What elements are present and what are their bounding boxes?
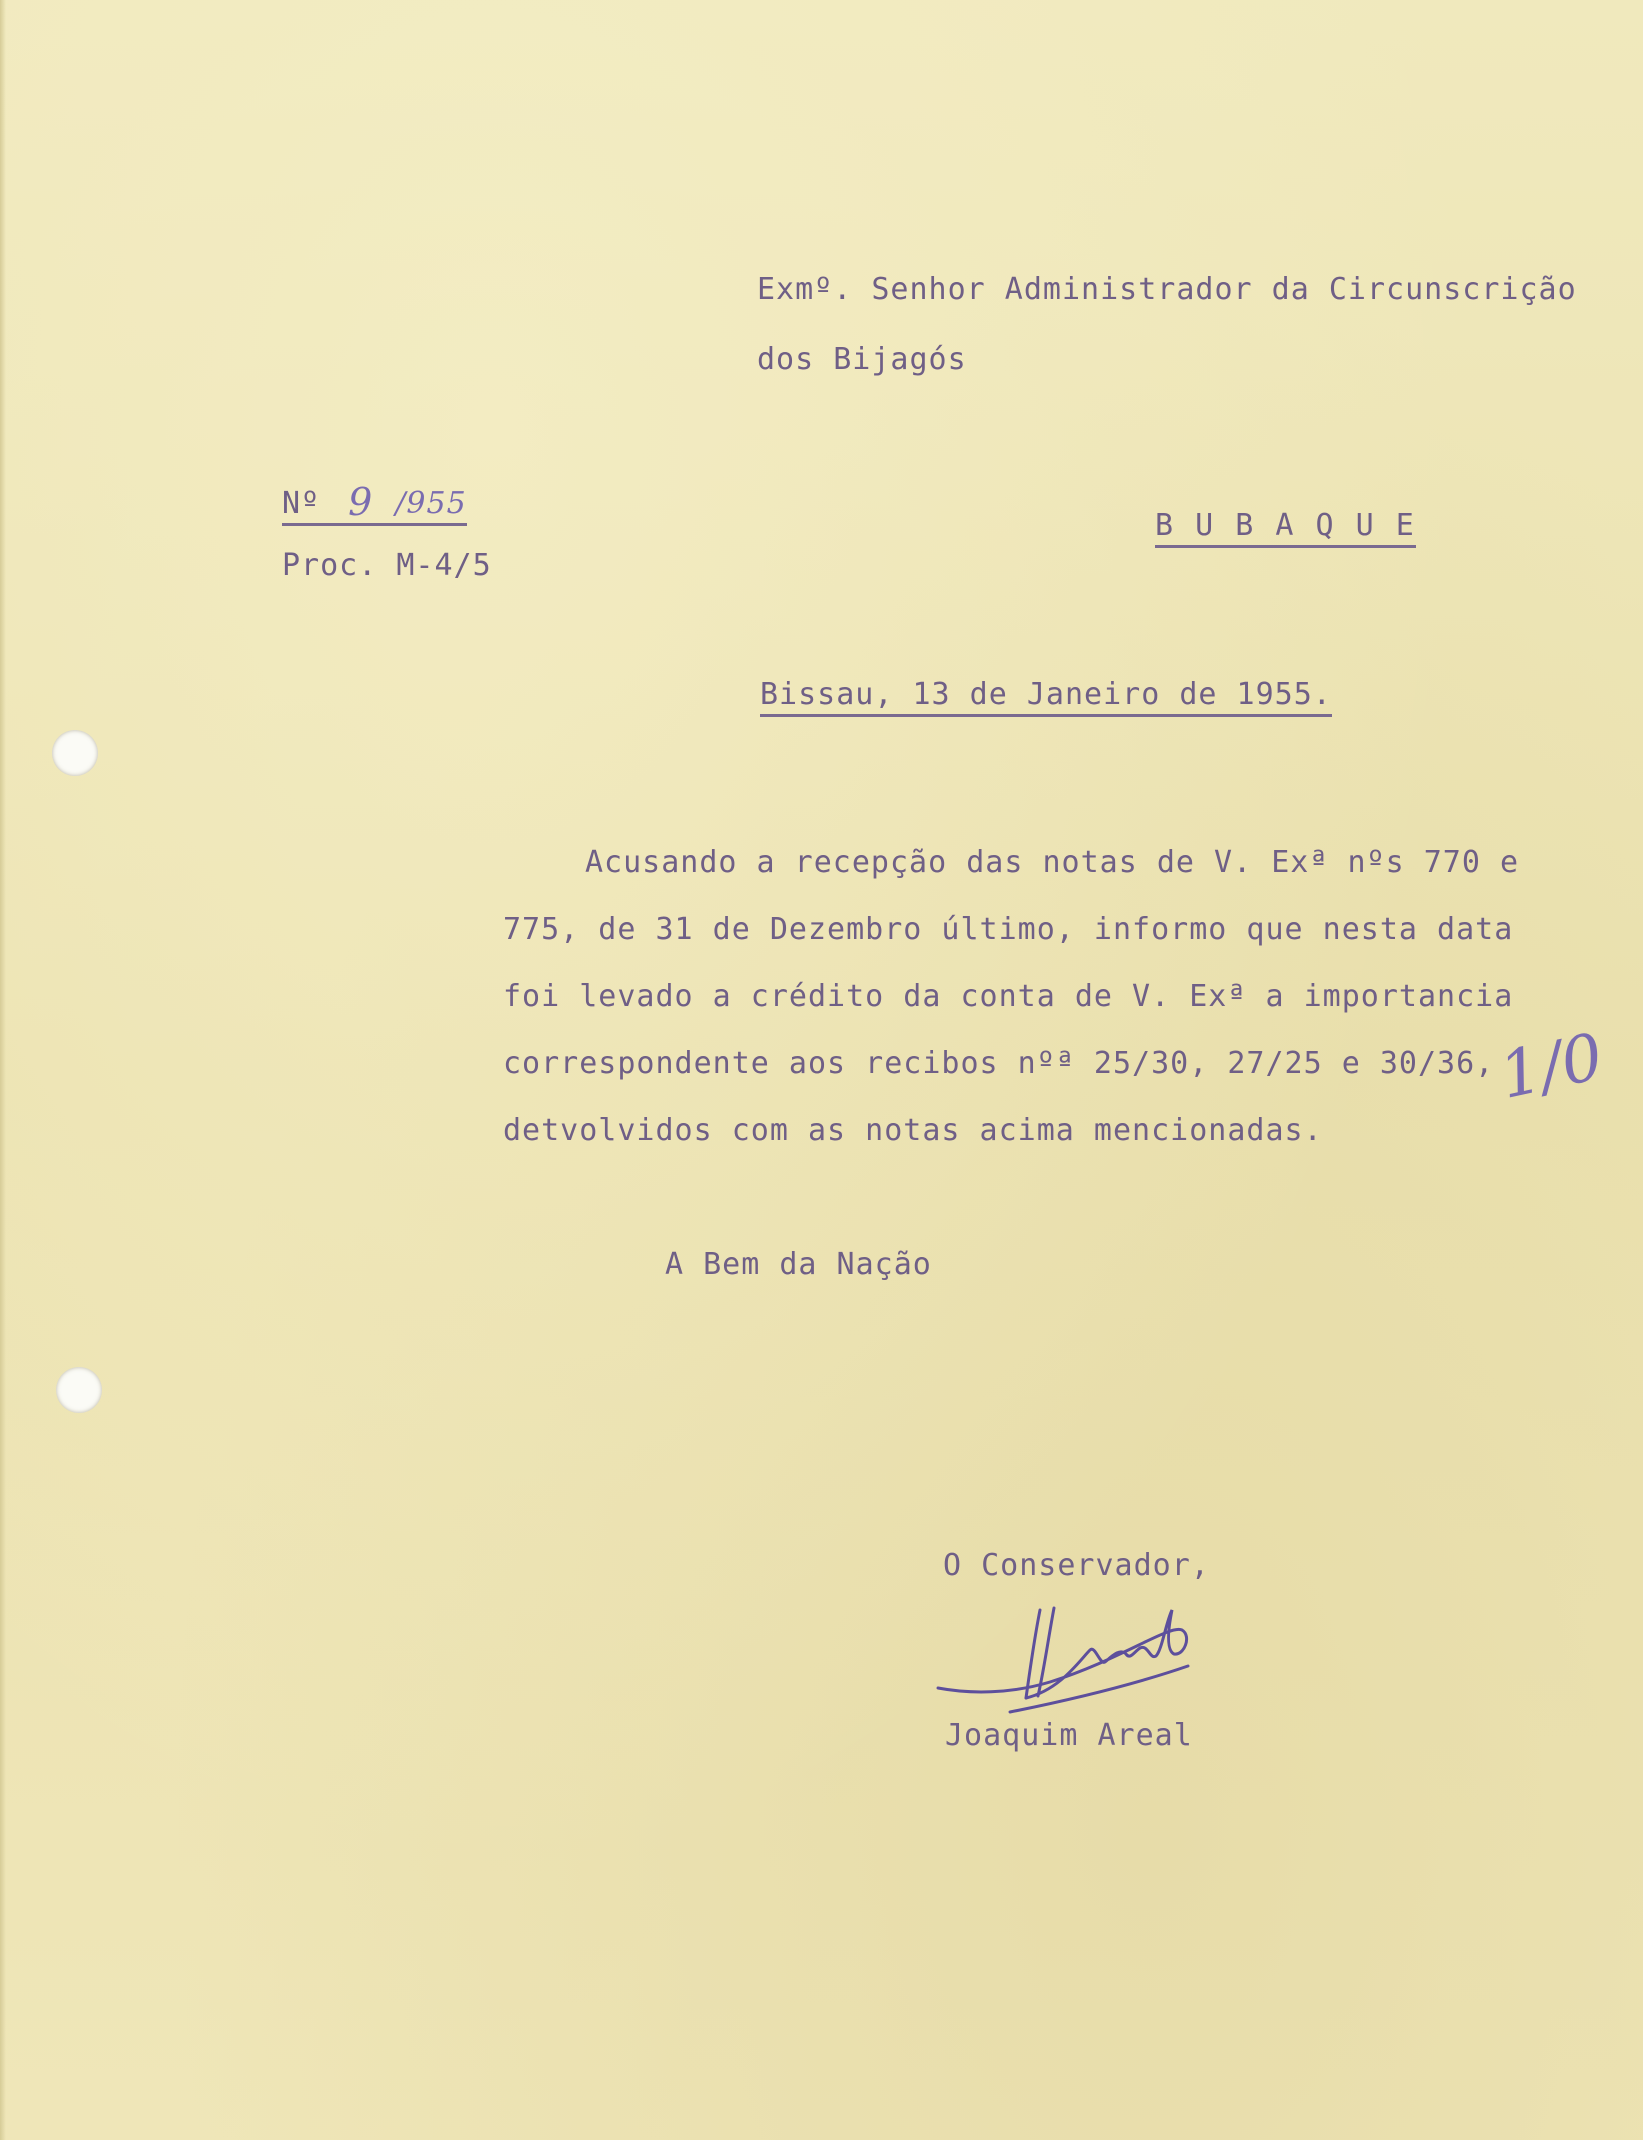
date-text: Bissau, 13 de Janeiro de 1955. [760, 677, 1332, 717]
reference-underline [282, 480, 467, 526]
destination-text: B U B A Q U E [1155, 508, 1416, 548]
process-reference: Proc. M-4/5 [282, 548, 492, 583]
punch-hole-top [52, 730, 98, 776]
signature [930, 1590, 1230, 1720]
body-line-4: correspondente aos recibos nºª 25/30, 27/25 e 30/36, [503, 1046, 1495, 1081]
paper-edge [0, 0, 6, 2140]
reference-number-handwritten: 9 [348, 480, 374, 524]
addressee-line-2: dos Bijagós [757, 342, 967, 377]
body-line-3: foi levado a crédito da conta de V. Exª a importancia [503, 979, 1514, 1014]
margin-annotation: 1/0 [1493, 1020, 1610, 1114]
signoff-title: O Conservador, [943, 1548, 1210, 1583]
body-line-5: detvolvidos com as notas acima mencionadas. [503, 1113, 1323, 1148]
body-line-1: Acusando a recepção das notas de V. Exª nºs 770 e [585, 845, 1520, 880]
signatory-name: Joaquim Areal [945, 1718, 1193, 1753]
reference-number [282, 478, 467, 522]
date-line [760, 677, 1332, 712]
addressee-line-1: Exmº. Senhor Administrador da Circunscrição [757, 272, 1577, 307]
closing-salutation: A Bem da Nação [665, 1247, 932, 1282]
reference-prefix: Nº [282, 486, 321, 521]
punch-hole-bottom [56, 1367, 102, 1413]
body-line-2: 775, de 31 de Dezembro último, informo que nesta data [503, 912, 1514, 947]
destination [1155, 508, 1416, 543]
reference-year-handwritten: /955 [395, 486, 467, 521]
